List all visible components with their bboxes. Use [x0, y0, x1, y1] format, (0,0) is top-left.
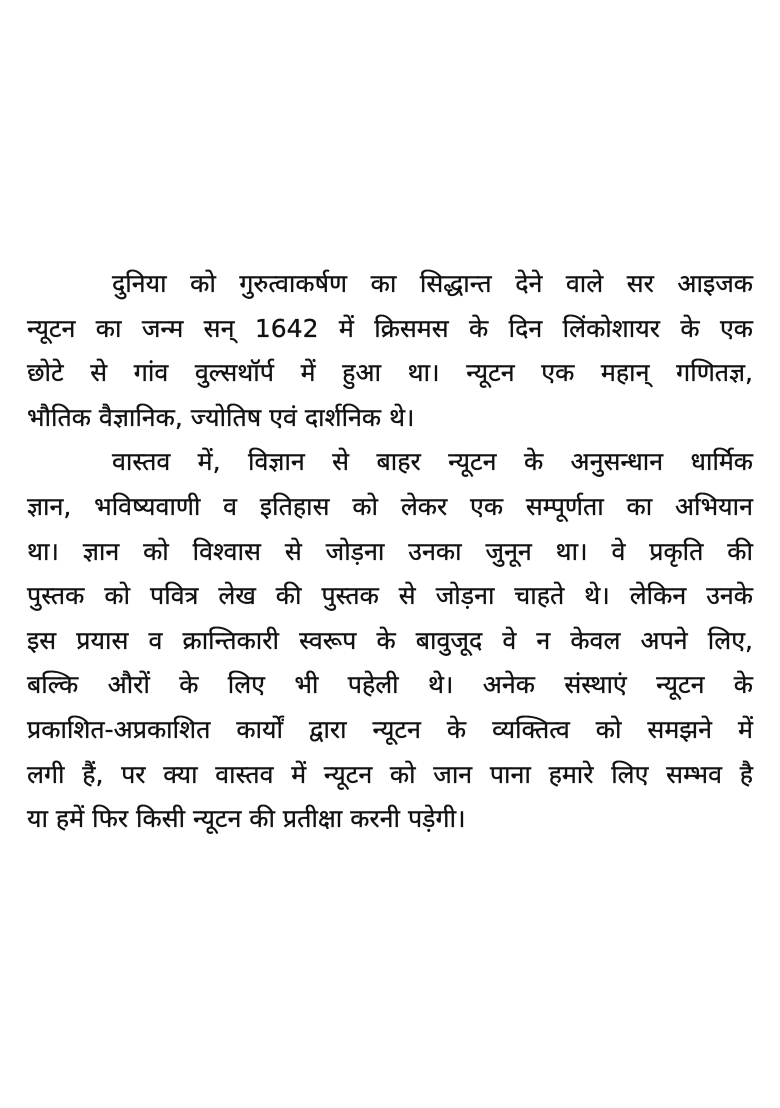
text-line: ज्ञान, भविष्यवाणी व इतिहास को लेकर एक सम्पूर्णता का अभियान: [27, 491, 753, 521]
text-line: बल्कि औरों के लिए भी पहेली थे। अनेक संस्थाएं न्यूटन के: [27, 670, 753, 700]
text-line: न्यूटन का जन्म सन् 1642 में क्रिसमस के दिन लिंकोशायर के एक: [27, 313, 753, 343]
text-line: दुनिया को गुरुत्वाकर्षण का सिद्धान्त देने वाले सर आइजक: [112, 269, 753, 298]
text-line: छोटे से गांव वुल्सथॉर्प में हुआ था। न्यूटन एक महान् गणितज्ञ,: [27, 358, 753, 388]
paragraph-1: [27, 262, 753, 440]
text-line: था। ज्ञान को विश्वास से जोड़ना उनका जुनून था। वे प्रकृति की: [27, 536, 753, 566]
text-line: भौतिक वैज्ञानिक, ज्योतिष एवं दार्शनिक थे।: [27, 402, 415, 432]
text-line: या हमें फिर किसी न्यूटन की प्रतीक्षा करनी पड़ेगी।: [27, 804, 466, 834]
paragraph-2: [27, 440, 753, 841]
text-line: इस प्रयास व क्रान्तिकारी स्वरूप के बावुजूद वे न केवल अपने लिए,: [27, 625, 753, 655]
text-line: प्रकाशित-अप्रकाशित कार्यों द्वारा न्यूटन के व्यक्तित्व को समझने में: [27, 714, 753, 744]
text-line: पुस्तक को पवित्र लेख की पुस्तक से जोड़ना चाहते थे। लेकिन उनके: [27, 581, 753, 611]
document-page: [27, 262, 753, 842]
text-line: वास्तव में, विज्ञान से बाहर न्यूटन के अनुसन्धान धार्मिक: [112, 447, 753, 477]
text-line: लगी हैं, पर क्या वास्तव में न्यूटन को जान पाना हमारे लिए सम्भव है: [27, 759, 753, 789]
